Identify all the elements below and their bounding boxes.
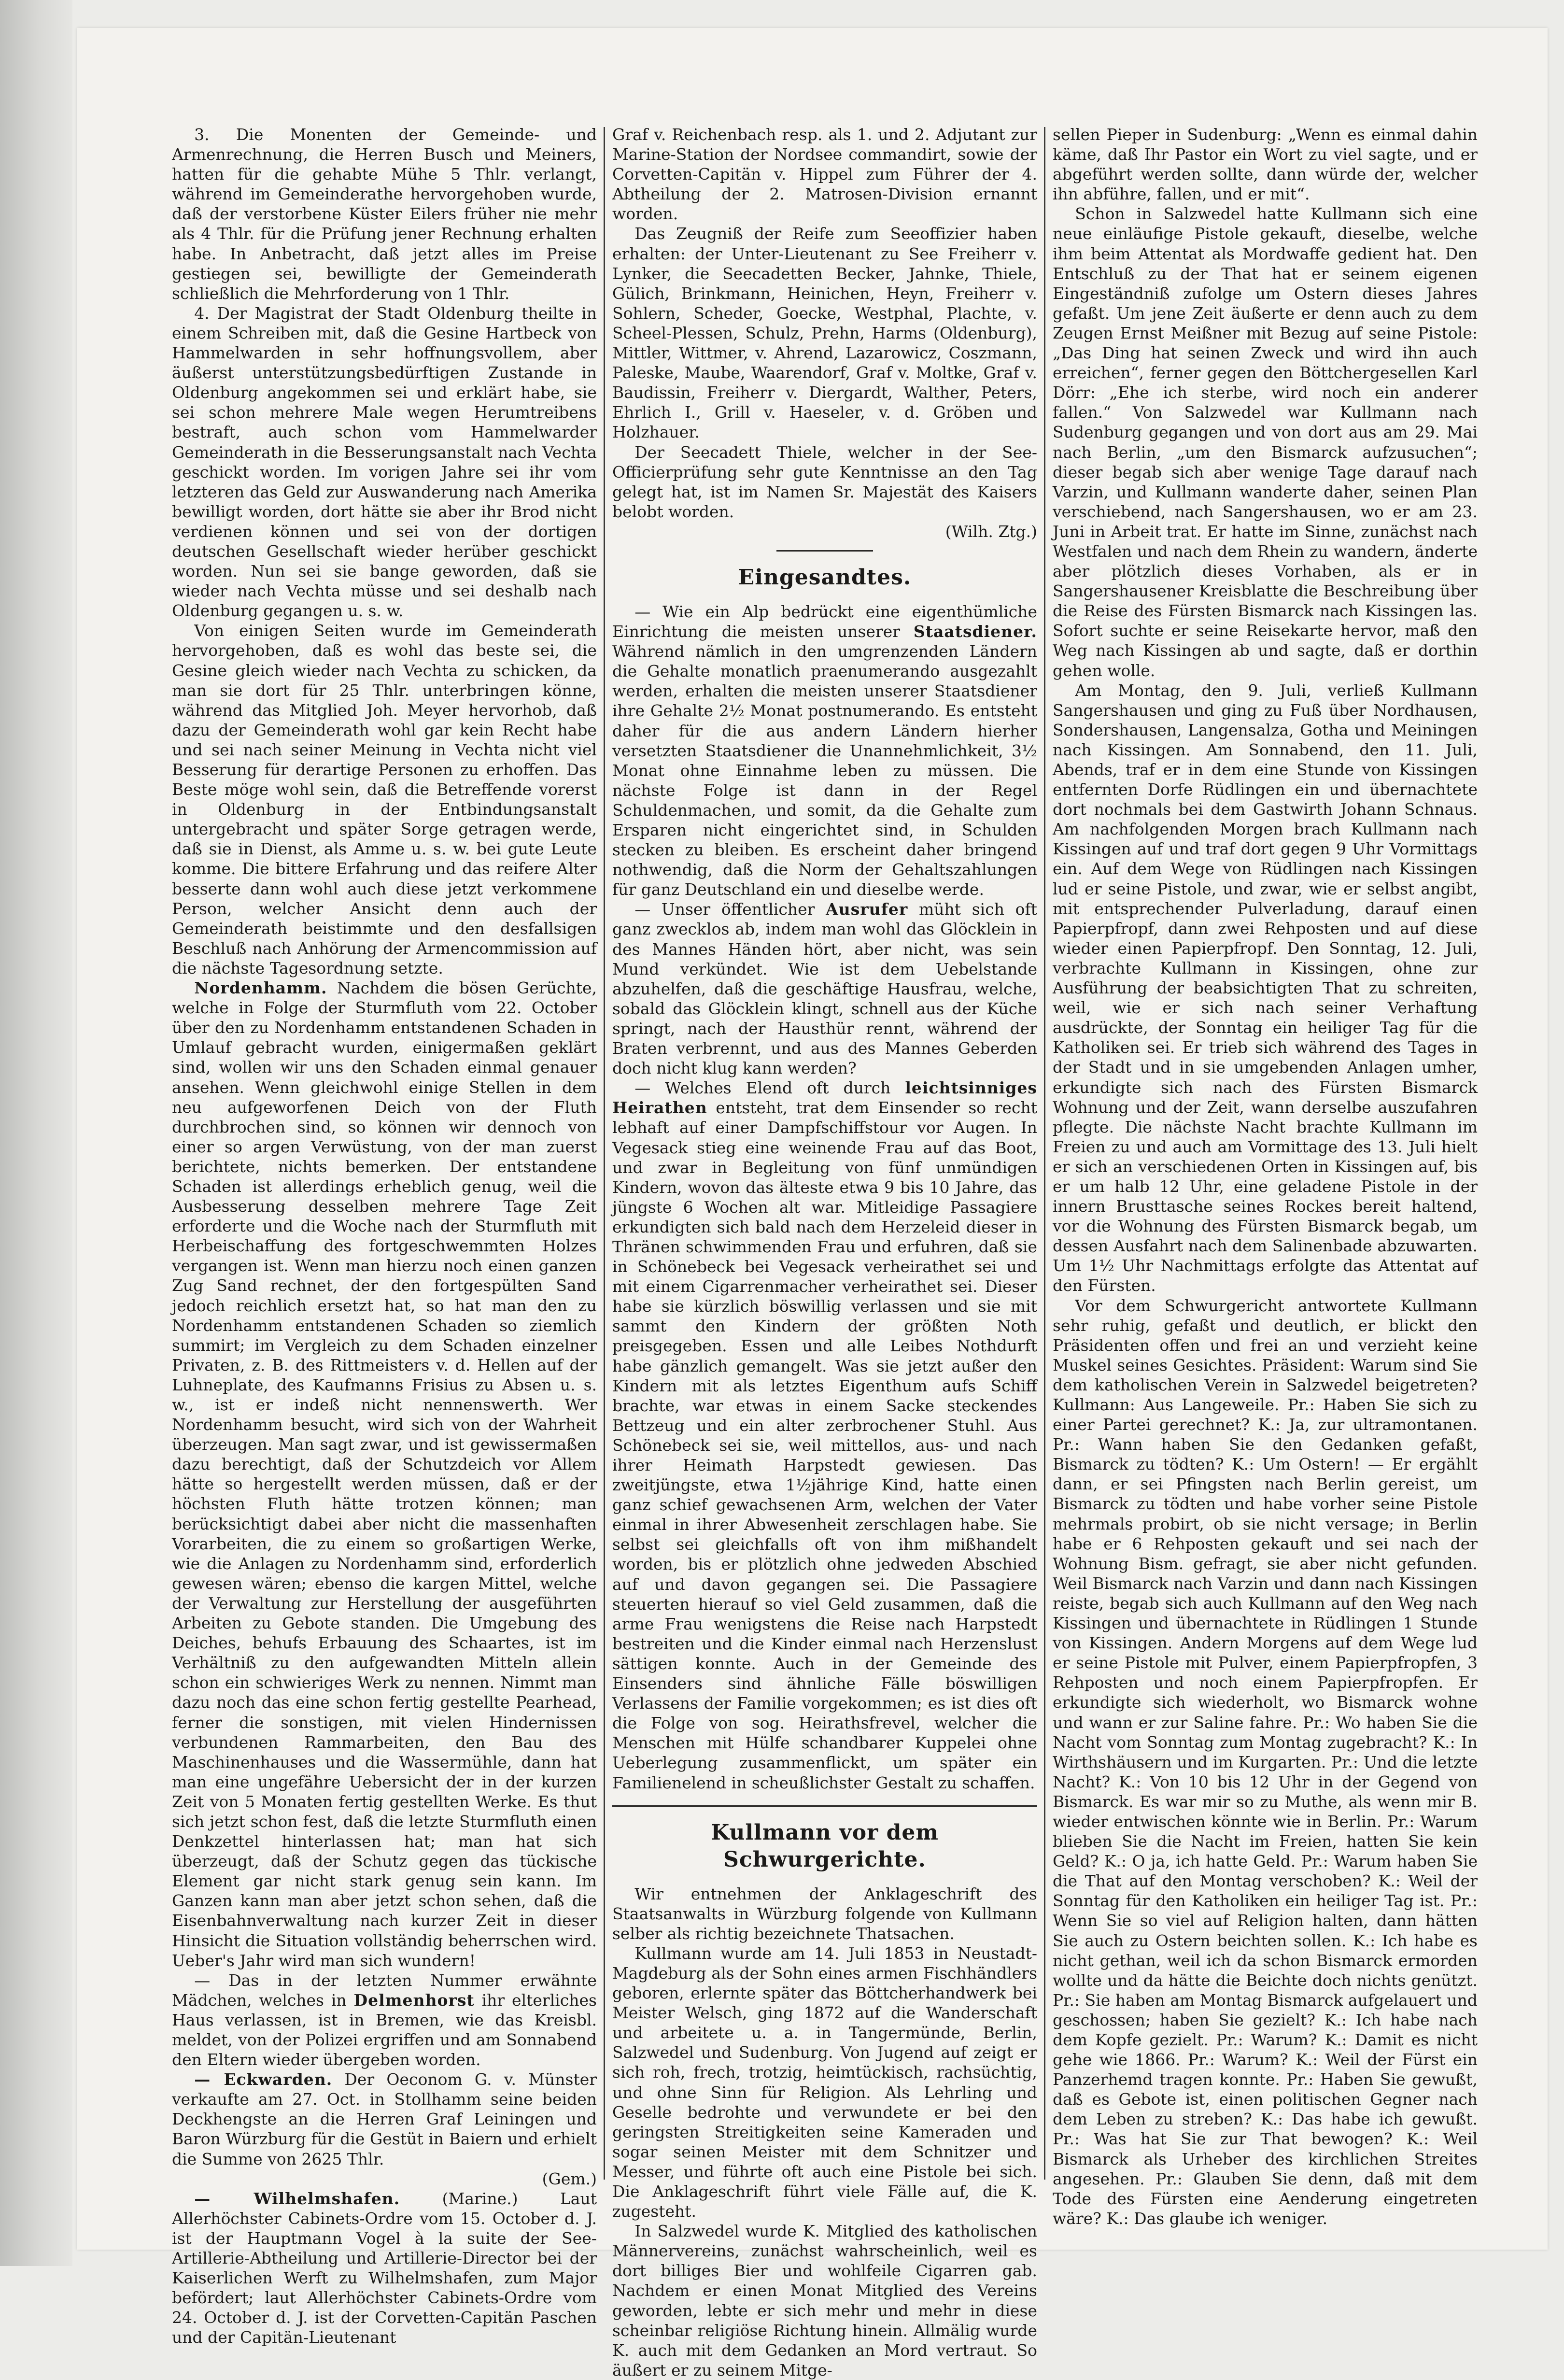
- keyword-heading: Ausrufer: [826, 900, 908, 919]
- place-heading: — Eckwarden.: [194, 2070, 333, 2089]
- news-item-nordenhamm: [172, 978, 597, 1970]
- keyword-heading: Staatsdiener.: [913, 622, 1037, 641]
- article-paragraph: sellen Pieper in Sudenburg: „Wenn es einmal dahin käme, daß Ihr Pastor ein Wort zu viel sagte, und er abgeführt werden sollte, dann würde der, welcher ihn abführe, fallen, und er mit“.: [1053, 125, 1478, 204]
- letter-text: entsteht, trat dem Einsender so recht lebhaft auf einer Dampfschiffstour vor Augen. In Vegesack stieg eine weinende Frau auf das Boot, und zwar in Begleitung von fünf unmündigen Kindern, wovon das älteste etwa 9 bis 10 Jahre, das jüngste 6 Wochen alt war. Mitleidige Passagiere erkundigten sich bald nach dem Herzeleid dieser in Thränen schwimmenden Frau und erfuhren, daß sie in Schönebeck bei Vegesack verheirathet sei und mit einem Cigarrenmacher verheirathet sei. Dieser habe sie kürzlich böswillig verlassen und sie mit sammt den Kindern der größten Noth preisgegeben. Essen und alle Leibes Nothdurft habe gänzlich gemangelt. Was sie jetzt außer den Kindern mit als letztes Eigenthum aufs Schiff brachte, war etwas in einem Sacke steckendes Bettzeug und ein alter zerbrochener Stuhl. Aus Schönebeck sei sie, weil mittellos, aus- und nach ihrer Heimath Harpstedt gewiesen. Das zweitjüngste, etwa 1½jährige Kind, hatte einen ganz schief gewachsenen Arm, welchen der Vater einmal in ihrer Abwesenheit zerschlagen habe. Sie selbst sei gleichfalls oft von ihm mißhandelt worden, bis er plötzlich ohne jedweden Abschied auf und davon gegangen sei. Die Passagiere steuerten hierauf so viel Geld zusammen, daß die arme Frau wenigstens die Reise nach Harpstedt bestreiten und die Kinder einmal nach Herzenslust sättigen konnte. Auch in der Gemeinde des Einsenders sind ähnliche Fälle böswilligen Verlassens der Familie vorgekommen; es ist dies oft die Folge von sog. Heirathsfrevel, welcher die Menschen mit Hülfe schandbarer Kuppelei ohne Ueberlegung zusammenflickt, um später ein Familienelend in scheußlichster Gestalt zu schaffen.: [612, 1098, 1037, 1792]
- article-paragraph: Schon in Salzwedel hatte Kullmann sich eine neue einläufige Pistole gekauft, dieselbe, welche ihm beim Attentat als Mordwaffe gedient hat. Den Entschluß zu der That hat er seinem eigenen Eingeständniß zufolge um Ostern dieses Jahres gefaßt. Um jene Zeit äußerte er denn auch zu dem Zeugen Ernst Meißner mit Bezug auf seine Pistole: „Das Ding hat seinen Zweck und wird ihn auch erreichen“, ferner gegen den Böttchergesellen Karl Dörr: „Ehe ich sterbe, wird noch ein anderer fallen.“ Von Salzwedel war Kullmann nach Sudenburg gegangen und von dort aus am 29. Mai nach Berlin, „um den Bismarck aufzusuchen“; dieser begab sich aber wenige Tage darauf nach Varzin, und Kullmann wanderte daher, seinen Plan verschiebend, nach Sangershausen, wo er am 23. Juni in Arbeit trat. Er hatte im Sinne, zunächst nach Westfalen und nach dem Rhein zu wandern, änderte aber plötzlich dieses Vorhaben, als er in Sangershausener Kreisblatte die Beschreibung über die Reise des Fürsten Bismarck nach Kissingen las. Sofort suchte er seine Reisekarte hervor, maß den Weg nach Kissingen ab und sagte, daß er dorthin gehen wolle.: [1053, 204, 1478, 680]
- place-heading: Nordenhamm.: [194, 978, 327, 998]
- news-text: Nachdem die bösen Gerüchte, welche in Folge der Sturmfluth vom 22. October über den zu Nordenhamm entstandenen Schaden in Umlauf gebracht wurden, einigermaßen geklärt sind, wollen wir uns den Schaden einmal genauer ansehen. Wenn gleichwohl einige Stellen in dem neu aufgeworfenen Deich von der Fluth durchbrochen sind, so können wir dennoch von einer so argen Verwüstung, von der man zuerst berichtete, nichts bemerken. Der entstandene Schaden ist allerdings erheblich genug, weil die Ausbesserung desselben mehrere Tage Zeit erforderte und die Woche nach der Sturmfluth mit Herbeischaffung des fortgeschwemmten Holzes vergangen ist. Wenn man hierzu noch einen ganzen Zug Sand rechnet, der den fortgespülten Sand jedoch reichlich ersetzt hat, so hat man den zu Nordenhamm entstandenen Schaden so ziemlich summirt; im Vergleich zu dem Schaden einzelner Privaten, z. B. des Rittmeisters v. d. Hellen auf der Luhneplate, des Kaufmanns Frisius zu Absen u. s. w., ist er indeß nicht nennenswerth. Wer Nordenhamm besucht, wird sich von der Wahrheit überzeugen. Man sagt zwar, und ist gewissermaßen dazu berechtigt, daß der Schutzdeich vor Allem hätte so hergestellt werden müssen, daß er der höchsten Fluth hätte trotzen können; man berücksichtigt dabei aber nicht die massenhaften Vorarbeiten, die zu einem so großartigen Werke, wie die Anlagen zu Nordenhamm sind, erforderlich gewesen wären; ebenso die kargen Mittel, welche der Verwaltung zur Herstellung der ausgeführten Arbeiten zu Gebote standen. Die Umgebung des Deiches, behufs Erbauung des Schaartes, ist im Verhältniß zu den aufgewandten Mitteln allein schon ein schwieriges Werk zu nennen. Nimmt man dazu noch das eine schon fertig gestellte Pearhead, ferner die sonstigen, mit vielen Hindernissen verbundenen Rammarbeiten, den Bau des Maschinenhauses und die Wassermühle, dann hat man eine ungefähre Uebersicht der in der kurzen Zeit von 5 Monaten fertig gestellten Werke. Es thut sich jetzt schon fest, daß die letzte Sturmfluth einen Denkzettel hinterlassen hat; man hat sich überzeugt, daß der Schutz gegen das tückische Element gar nicht stark genug sein kann. Im Ganzen kann man aber jetzt schon sehen, daß die Eisenbahnverwaltung nach kurzer Zeit in dieser Hinsicht die Situation vollständig beherrschen wird. Ueber's Jahr wird man sich wundern!: [172, 978, 597, 1970]
- article-paragraph: Kullmann wurde am 14. Juli 1853 in Neustadt-Magdeburg als der Sohn eines armen Fischhändlers geboren, erlernte später das Böttcherhandwerk bei Meister Welsch, ging 1872 auf die Wanderschaft und arbeitete u. a. in Tangermünde, Berlin, Salzwedel und Sudenburg. Von Jugend auf zeigt er sich roh, frech, trotzig, heimtückisch, rachsüchtig, und ohne Sinn für Religion. Als Lehrling und Geselle bedrohte und verwundete er bei den geringsten Streitigkeiten seine Kameraden und sogar seinen Meister mit dem Schnitzer und Messer, und führte oft auch eine Pistole bei sich. Die Anklageschrift führt viele Fälle auf, die K. zugesteht.: [612, 1943, 1037, 2221]
- article-paragraph: Wir entnehmen der Anklageschrift des Staatsanwalts in Würzburg folgende von Kullmann selber als richtig bezeichnete Thatsachen.: [612, 1884, 1037, 1943]
- letter-heirathen: [612, 1078, 1037, 1792]
- column-right: [1053, 125, 1478, 2228]
- section-title-text: Eingesandtes.: [738, 565, 912, 590]
- article-paragraph: 4. Der Magistrat der Stadt Oldenburg theilte in einem Schreiben mit, daß die Gesine Hartbeck von Hammelwarden in sehr hoffnungsvollem, aber äußerst unterstützungsbedürftigen Zustande in Oldenburg angekommen sei und erklärt habe, sie sei schon mehrere Male wegen Herumtreibens bestraft, auch schon vom Hammelwarder Gemeinderath in die Besserungsanstalt nach Vechta geschickt worden. Im vorigen Jahre sei ihr vom letzteren das Geld zur Auswanderung nach Amerika bewilligt worden, dort hätte sie aber ihr Brod nicht verdienen können und sei von der dortigen deutschen Gesellschaft wieder herüber geschickt worden. Nun sei sie bange geworden, daß sie wieder nach Vechta müsse und sei deshalb nach Oldenburg gegangen u. s. w.: [172, 303, 597, 621]
- section-title-text: Kullmann vor dem Schwurgerichte.: [711, 1820, 939, 1872]
- section-heading-kullmann: [612, 1819, 1037, 1873]
- letter-text: — Welches Elend oft durch: [634, 1078, 905, 1098]
- news-item-wilhelmshafen: [172, 2189, 597, 2348]
- news-text: ihr elterliches Haus verlassen, ist in Bremen, wie das Kreisbl. meldet, von der Polizei ergriffen und am Sonnabend den Eltern wieder übergeben worden.: [172, 1990, 597, 2069]
- article-paragraph: In Salzwedel wurde K. Mitglied des katholischen Männervereins, zunächst wahrscheinlich, weil es dort billiges Bier und wohlfeile Cigarren gab. Nachdem er einen Monat Mitglied des Vereins geworden, lebte er sich mehr und mehr in diese scheinbar religiöse Richtung hinein. Allmälig wurde K. auch mit dem Gedanken an Mord vertraut. So äußert er zu seinem Mitge-: [612, 2222, 1037, 2380]
- article-paragraph: Am Montag, den 9. Juli, verließ Kullmann Sangershausen und ging zu Fuß über Nordhausen, Sondershausen, Langensalza, Gotha und Meiningen nach Kissingen. Am Sonnabend, den 11. Juli, Abends, traf er in dem eine Stunde von Kissingen entfernten Dorfe Rüdlingen ein und übernachtete dort nochmals bei dem Gastwirth Johann Schnaus. Am nachfolgenden Morgen brach Kullmann nach Kissingen auf und traf dort gegen 9 Uhr Vormittags ein. Auf dem Wege von Rüdlingen nach Kissingen lud er seine Pistole, und zwar, wie er selbst angibt, mit entsprechender Pulverladung, darauf einen Papierpfropf, dann zwei Rehposten und auf diese wieder einen Papierpfropf. Den Sonntag, 12. Juli, verbrachte Kullmann in Kissingen, ohne zur Ausführung der beabsichtigten That zu schreiten, weil, wie er sich nach seiner Verhaftung ausdrückte, der Sonntag ein heiliger Tag für die Katholiken sei. Er trieb sich während des Tages in der Stadt und in sie umgebenden Anlagen umher, erkundigte sich nach des Fürsten Bismarck Wohnung und der Zeit, wann derselbe auszufahren pflegte. Die nächste Nacht brachte Kullmann im Freien zu und auch am Vormittage des 13. Juli hielt er sich an verschiedenen Orten in Kissingen auf, bis er um halb 12 Uhr, eine geladene Pistole in der innern Brusttasche seines Rockes bereit haltend, vor die Wohnung des Fürsten Bismarck begab, um dessen Ausfahrt nach dem Salinenbade abzuwarten. Um 1½ Uhr Nachmittags erfolgte das Attentat auf den Fürsten.: [1053, 680, 1478, 1295]
- letter-text: — Wie ein Alp bedrückt eine eigenthümliche Einrichtung die meisten unserer: [612, 602, 1037, 641]
- source-signature: (Gem.): [542, 2169, 597, 2188]
- news-text: — Das in der letzten Nummer erwähnte Mädchen, welches in: [172, 1970, 597, 2010]
- column-left: [172, 125, 597, 2347]
- scan-margin: [0, 0, 72, 2266]
- article-paragraph: 3. Die Monenten der Gemeinde- und Armenrechnung, die Herren Busch und Meiners, hatten für die gehabte Mühe 5 Thlr. verlangt, während im Gemeinderathe hervorgehoben wurde, daß der verstorbene Küster Eilers früher nie mehr als 4 Thlr. für die Prüfung jener Rechnung erhalten habe. In Anbetracht, daß jetzt alles im Preise gestiegen sei, bewilligte der Gemeinderath schließlich die Mehrforderung von 1 Thlr.: [172, 125, 597, 303]
- letter-text: Während nämlich in den umgrenzenden Ländern die Gehalte monatlich praenumerando ausgezahlt werden, erhalten die meisten unserer Staatsdiener ihre Gehalte 2½ Monat postnumerando. Es entsteht daher für die aus andern Ländern hierher versetzten Staatsdiener die Unannehmlichkeit, 3½ Monat ohne Einnahme leben zu müssen. Die nächste Folge ist dann in der Regel Schuldenmachen, und somit, da die Gehalte zum Ersparen nicht eingerichtet sind, in Schulden stecken zu bleiben. Es erscheint daher bringend nothwendig, daß die Norm der Gehaltszahlungen für ganz Deutschland ein und dieselbe werde.: [612, 642, 1037, 899]
- letter-text: müht sich oft ganz zwecklos ab, indem man wohl das Glöcklein in des Mannes Händen hört, aber nicht, was sein Mund verkündet. Wie ist dem Uebelstande abzuhelfen, daß die geschäftige Hausfrau, welche, sobald das Glöcklein klingt, schnell aus der Küche springt, nach der Hausthür rennt, während der Braten verbrennt, und aus des Mannes Geberden doch nicht klug kann werden?: [612, 900, 1037, 1078]
- place-heading: — Wilhelmshafen.: [194, 2189, 400, 2208]
- letter-ausrufer: [612, 899, 1037, 1078]
- section-heading-eingesandtes: [612, 564, 1037, 591]
- column-divider: [1044, 127, 1045, 2180]
- article-paragraph: Graf v. Reichenbach resp. als 1. und 2. Adjutant zur Marine-Station der Nordsee commandirt, sowie der Corvetten-Capitän v. Hippel zum Führer der 4. Abtheilung der 2. Matrosen-Division ernannt worden.: [612, 125, 1037, 224]
- news-item-eckwarden: [172, 2069, 597, 2168]
- article-paragraph: Vor dem Schwurgericht antwortete Kullmann sehr ruhig, gefaßt und deutlich, er blickt den Präsidenten offen und frei an und verzieht keine Muskel seines Gesichtes. Präsident: Warum sind Sie dem katholischen Verein in Salzwedel beigetreten? Kullmann: Aus Langeweile. Pr.: Haben Sie sich zu einer Partei gerechnet? K.: Ja, zur ultramontanen. Pr.: Wann haben Sie den Gedanken gefaßt, Bismarck zu tödten? K.: Um Ostern! — Er ergählt dann, er sei Pfingsten nach Berlin gereist, um Bismarck zu tödten und habe vorher seine Pistole mehrmals probirt, ob sie nicht versage; in Berlin habe er 6 Rehposten gekauft und sei nach der Wohnung Bism. gefragt, sie aber nicht gefunden. Weil Bismarck nach Varzin und dann nach Kissingen reiste, begab sich auch Kullmann auf den Weg nach Kissingen und übernachtete in Rüdlingen 1 Stunde von Kissingen. Andern Morgens auf dem Wege lud er seine Pistole mit Pulver, einem Papierpfropfen, 3 Rehposten und noch einem Papierpfropfen. Er erkundigte sich wiederholt, wo Bismarck wohne und wann er zur Saline fahre. Pr.: Wo haben Sie die Nacht vom Sonntag zum Montag zugebracht? K.: In Wirthshäusern und im Kurgarten. Pr.: Und die letzte Nacht? K.: Von 10 bis 12 Uhr in der Gegend von Bismarck. Es war mir so zu Muthe, als wenn mir B. wieder entwischen könnte wie in Berlin. Pr.: Warum blieben Sie die Nacht im Freien, hatten Sie kein Geld? K.: O ja, ich hatte Geld. Pr.: Warum haben Sie die That auf den Montag verschoben? K.: Weil der Sonntag für den Katholiken ein heiliger Tag ist. Pr.: Wenn Sie so viel auf Religion halten, dann hätten Sie auch zu Ostern beichten sollen. K.: Ich habe es nicht gethan, weil ich da schon Bismarck ermorden wollte und da hätte die Beichte doch nichts genützt. Pr.: Sie haben am Montag Bismarck aufgelauert und geschossen; haben Sie gezielt? K.: Ich habe nach dem Kopfe gezielt. Pr.: Warum? K.: Damit es nicht gehe wie 1866. Pr.: Warum? K.: Weil der Fürst ein Panzerhemd tragen konnte. Pr.: Haben Sie gewußt, daß es Gebote ist, einen politischen Gegner nach dem Leben zu streben? K.: Das habe ich gewußt. Pr.: Was hat Sie zur That bewogen? K.: Weil Bismarck als Urheber des kirchlichen Streites angesehen. Pr.: Glauben Sie denn, daß mit dem Tode des Fürsten eine Aenderung eingetreten wäre? K.: Das glaube ich weniger.: [1053, 1296, 1478, 2228]
- news-text: Der Oeconom G. v. Münster verkaufte am 27. Oct. in Stollhamm seine beiden Deckhengste an die Herren Graf Leiningen und Baron Würzburg für die Gestüt in Baiern und erhielt die Summe von 2625 Thlr.: [172, 2070, 597, 2168]
- divider: [612, 1805, 1037, 1807]
- news-text: (Marine.) Laut Allerhöchster Cabinets-Ordre vom 15. October d. J. ist der Hauptmann Vogel à la suite der See-Artillerie-Abtheilung und Artillerie-Director bei der Kaiserlichen Werft zu Wilhelmshafen, zum Major befördert; laut Allerhöchster Cabinets-Ordre vom 24. October d. J. ist der Corvetten-Capitän Paschen und der Capitän-Lieutenant: [172, 2189, 597, 2347]
- news-item-delmenhorst: [172, 1970, 597, 2069]
- article-paragraph: Das Zeugniß der Reife zum Seeoffizier haben erhalten: der Unter-Lieutenant zu See Freiherr v. Lynker, die Seecadetten Becker, Jahnke, Thiele, Gülich, Brinkmann, Heinichen, Heyn, Freiherr v. Sohlern, Scheder, Goecke, Westphal, Plachte, v. Scheel-Plessen, Schulz, Prehn, Harms (Oldenburg), Mittler, Wittmer, v. Ahrend, Lazarowicz, Coszmann, Paleske, Maube, Waarendorf, Graf v. Moltke, Graf v. Baudissin, Freiherr v. Diergardt, Walther, Peters, Ehrlich I., Grill v. Haeseler, v. d. Gröben und Holzhauer.: [612, 224, 1037, 442]
- place-heading: Delmenhorst: [353, 1990, 475, 2010]
- article-paragraph: Der Seecadett Thiele, welcher in der See-Officierprüfung sehr gute Kenntnisse an den Tag gelegt hat, ist im Namen Sr. Majestät des Kaisers belobt worden.: [612, 442, 1037, 521]
- keyword-heading: leichtsinniges Heirathen: [612, 1078, 1037, 1118]
- letter-staatsdiener: [612, 602, 1037, 899]
- divider: [776, 550, 873, 552]
- newspaper-page: [77, 28, 1548, 2380]
- column-divider: [604, 127, 605, 2180]
- column-middle: [612, 125, 1037, 2380]
- letter-text: — Unser öffentlicher: [634, 900, 826, 919]
- source-signature: (Wilh. Ztg.): [945, 522, 1037, 541]
- article-paragraph: Von einigen Seiten wurde im Gemeinderath hervorgehoben, daß es wohl das beste sei, die Gesine gleich wieder nach Vechta zu schicken, da man sie dort für 25 Thlr. unterbringen könne, während das Mitglied Joh. Meyer hervorhob, daß dazu der Gemeinderath wohl gar kein Recht habe und sei nach seiner Meinung in Vechta nicht viel Besserung für derartige Personen zu erhoffen. Das Beste möge wohl sein, daß die Betreffende vorerst in Oldenburg in der Entbindungsanstalt untergebracht und später Sorge getragen werde, daß sie in Dienst, als Amme u. s. w. bei gute Leute komme. Die bittere Erfahrung und das reifere Alter besserte dann wohl auch diese jetzt verkommene Person, welcher Ansicht denn auch der Gemeinderath beistimmte und den desfallsigen Beschluß nach Anhörung der Armencommission auf die nächste Tagesordnung setzte.: [172, 621, 597, 978]
